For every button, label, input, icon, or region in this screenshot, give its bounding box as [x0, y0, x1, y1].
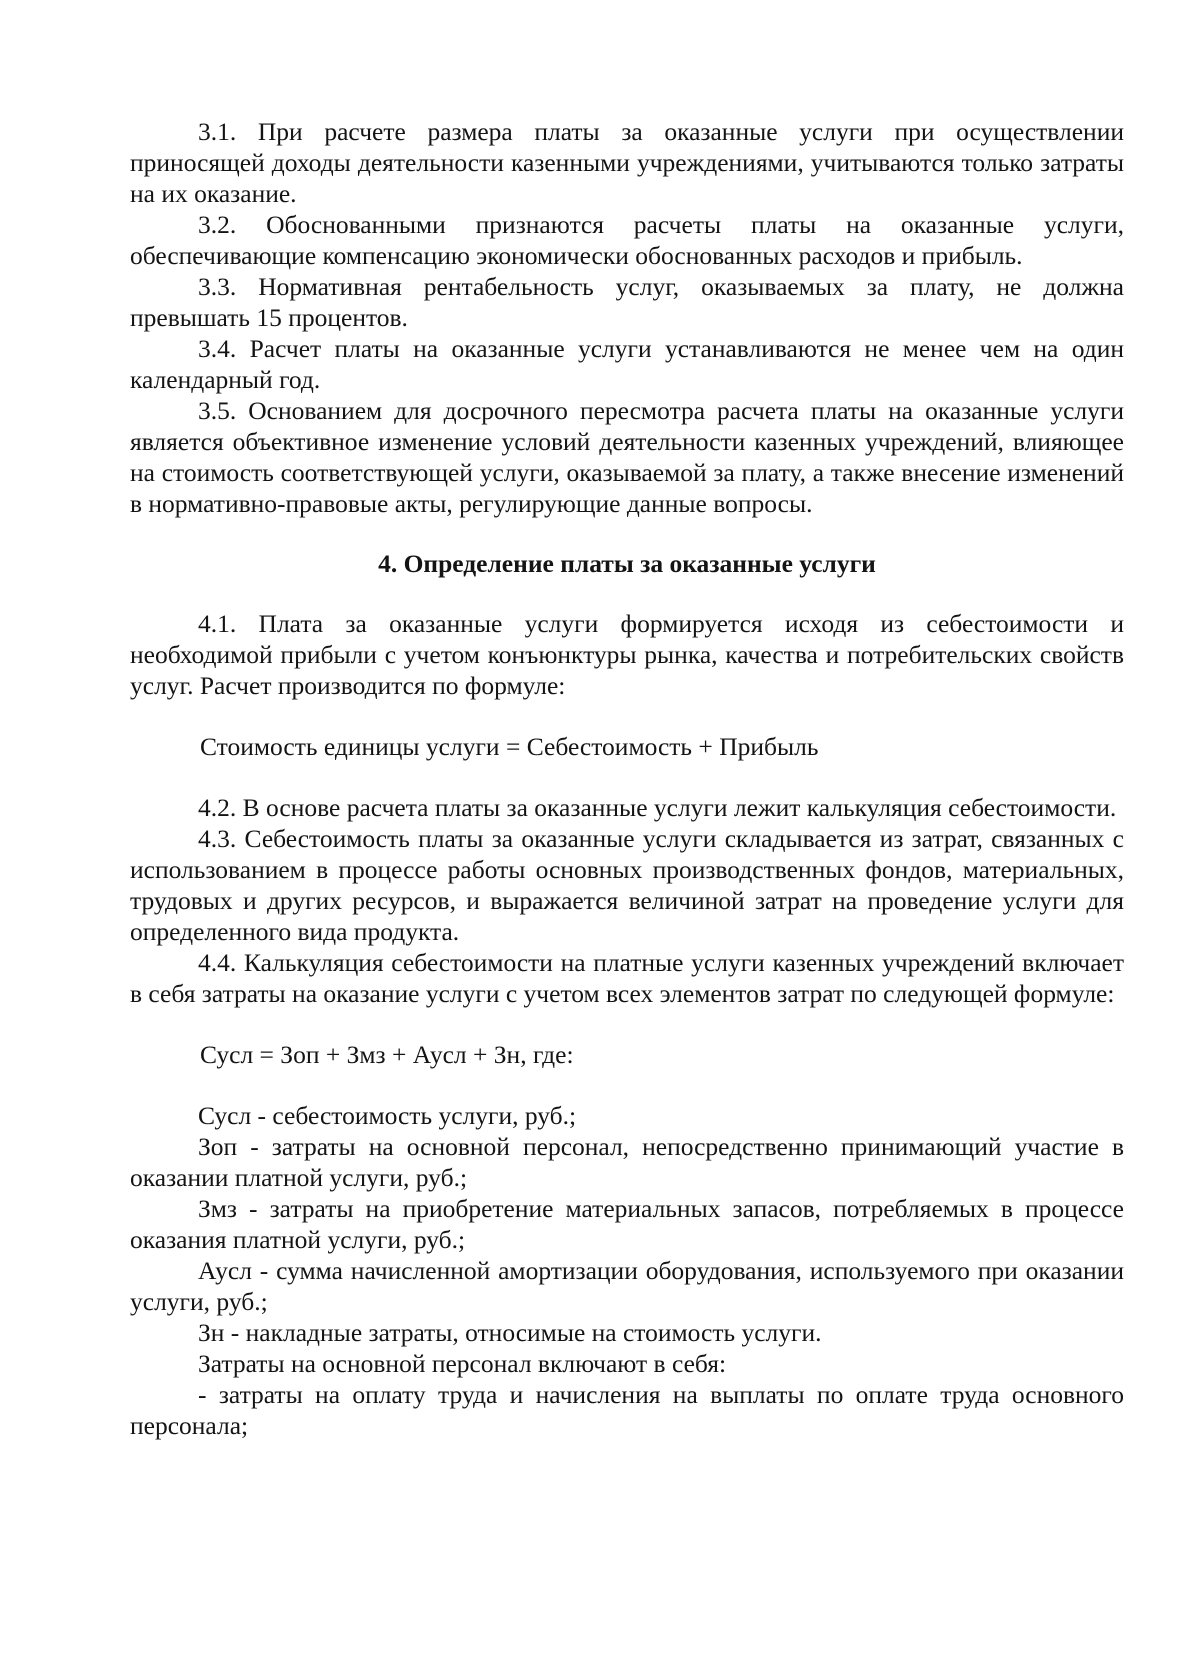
document-page	[130, 116, 1124, 1441]
definition-susl: Сусл - себестоимость услуги, руб.;	[198, 1101, 577, 1130]
definition-zmz: Змз - затраты на приобретение материальных запасов, потребляемых в процессе оказания платной услуги, руб.;	[130, 1194, 1124, 1254]
formula-unit-cost: Стоимость единицы услуги = Себестоимость + Прибыль	[200, 732, 819, 761]
section-4-heading: 4. Определение платы за оказанные услуги	[378, 549, 876, 578]
paragraph-3-1: 3.1. При расчете размера платы за оказанные услуги при осуществлении приносящей доходы деятельности казенными учреждениями, учитываются только затраты на их оказание.	[130, 117, 1124, 208]
definition-zn: Зн - накладные затраты, относимые на стоимость услуги.	[198, 1318, 822, 1347]
paragraph-3-2: 3.2. Обоснованными признаются расчеты платы на оказанные услуги, обеспечивающие компенсацию экономически обоснованных расходов и прибыль.	[130, 210, 1124, 270]
paragraph-4-2: 4.2. В основе расчета платы за оказанные услуги лежит калькуляция себестоимости.	[198, 793, 1117, 822]
staff-costs-intro: Затраты на основной персонал включают в себя:	[198, 1349, 727, 1378]
paragraph-4-3: 4.3. Себестоимость платы за оказанные услуги складывается из затрат, связанных с использованием в процессе работы основных производственных фондов, материальных, трудовых и других ресурсов, и выражается величиной затрат на проведение услуги для определенного вида продукта.	[130, 824, 1124, 946]
definition-zop: Зоп - затраты на основной персонал, непосредственно принимающий участие в оказании платной услуги, руб.;	[130, 1132, 1124, 1192]
paragraph-3-4: 3.4. Расчет платы на оказанные услуги устанавливаются не менее чем на один календарный год.	[130, 334, 1124, 394]
paragraph-3-3: 3.3. Нормативная рентабельность услуг, оказываемых за плату, не должна превышать 15 процентов.	[130, 272, 1124, 332]
definition-ausl: Аусл - сумма начисленной амортизации оборудования, используемого при оказании услуги, руб.;	[130, 1256, 1124, 1316]
paragraph-4-4: 4.4. Калькуляция себестоимости на платные услуги казенных учреждений включает в себя затраты на оказание услуги с учетом всех элементов затрат по следующей формуле:	[130, 948, 1124, 1008]
paragraph-3-5: 3.5. Основанием для досрочного пересмотра расчета платы на оказанные услуги является объективное изменение условий деятельности казенных учреждений, влияющее на стоимость соответствующей услуги, оказываемой за плату, а также внесение изменений в нормативно-правовые акты, регулирующие данные вопросы.	[130, 396, 1124, 518]
paragraph-4-1: 4.1. Плата за оказанные услуги формируется исходя из себестоимости и необходимой прибыли с учетом конъюнктуры рынка, качества и потребительских свойств услуг. Расчет производится по формуле:	[130, 609, 1124, 700]
staff-costs-item-1: - затраты на оплату труда и начисления на выплаты по оплате труда основного персонала;	[130, 1380, 1124, 1440]
formula-cost-calculation: Сусл = Зоп + Змз + Аусл + Зн, где:	[200, 1040, 574, 1069]
